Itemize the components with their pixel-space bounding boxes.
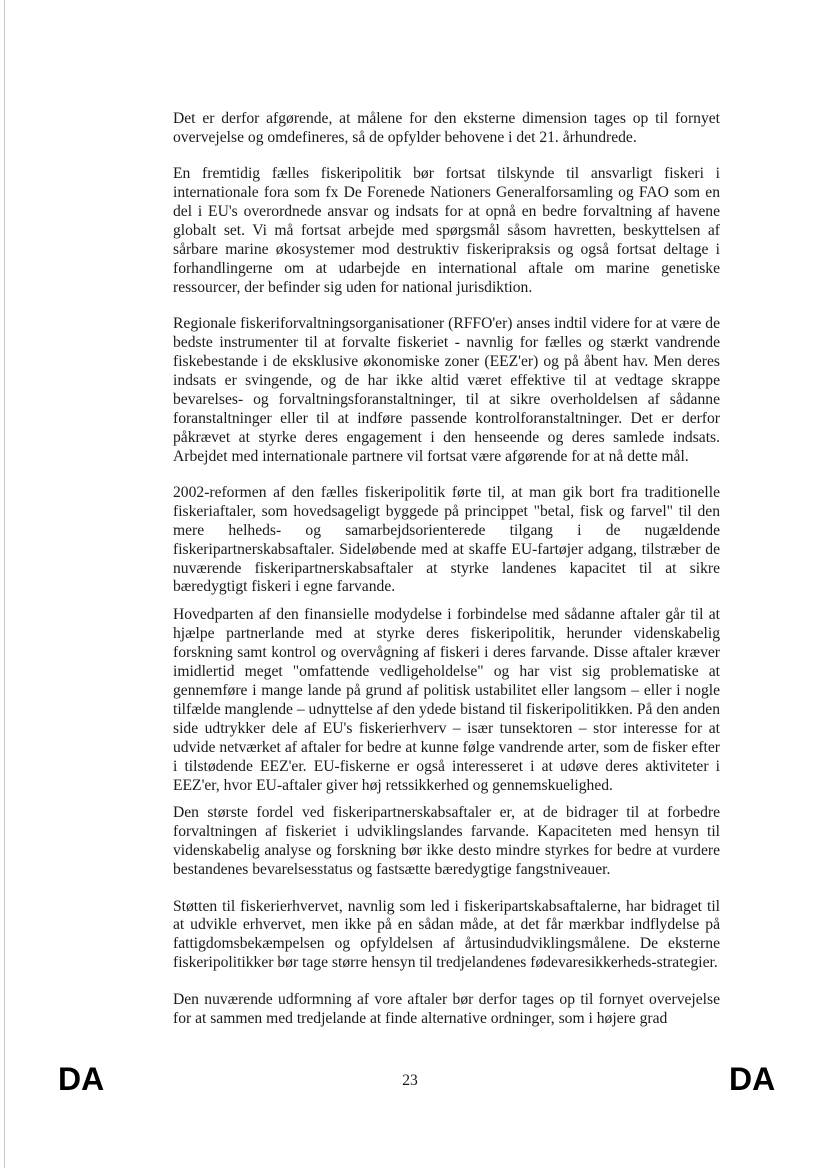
page-number: 23 (402, 1072, 418, 1089)
paragraph-4: 2002-reformen af den fælles fiskeripolitik førte til, at man gik bort fra traditionelle fiskeriaftaler, som hovedsageligt byggede på princippet "betal, fisk og farvel" til den mere helheds- og samarbejdsorienterede tilgang i de nugældende fiskeripartnerskabsaftaler. Sideløbende med at skaffe EU-fartøjer adgang, tilstræber de nuværende fiskeripartnerskabsaftaler at styrke landenes kapacitet til at sikre bæredygtigt fiskeri i egne farvande. (173, 483, 720, 596)
paragraph-7: Støtten til fiskerierhvervet, navnlig som led i fiskeripartskabsaftalerne, har bidraget til at udvikle erhvervet, men ikke på en sådan måde, at det får mærkbar indflydelse på fattigdomsbekæmpelsen og opfyldelsen af årtusindudviklingsmålene. De eksterne fiskeripolitikker bør tage større hensyn til tredjelandenes fødevaresikkerheds-strategier. (173, 897, 720, 972)
language-code-right: DA (729, 1061, 776, 1097)
paragraph-1: Det er derfor afgørende, at målene for den eksterne dimension tages op til fornyet overvejelse og omdefineres, så de opfylder behovene i det 21. århundrede. (173, 110, 720, 146)
paragraph-3: Regionale fiskeriforvaltningsorganisationer (RFFO'er) anses indtil videre for at være de bedste instrumenter til at forvalte fiskeriet - navnlig for fælles og stærkt vandrende fiskebestande i de eksklusive økonomiske zoner (EEZ'er) og på åbent hav. Men deres indsats er svingende, og de har ikke altid været effektive til at vedtage skrappe bevarelses- og forvaltningsforanstaltninger, til at sikre overholdelsen af sådanne foranstaltninger eller til at indføre passende kontrolforanstaltninger. Det er derfor påkrævet at styrke deres engagement i den henseende og deres samlede indsats. Arbejdet med internationale partnere vil fortsat være afgørende for at nå dette mål. (173, 315, 720, 465)
paragraph-5: Hovedparten af den finansielle modydelse i forbindelse med sådanne aftaler går til at hjælpe partnerlande med at styrke deres fiskeripolitik, herunder videnskabelig forskning samt kontrol og overvågning af fiskeri i deres farvande. Disse aftaler kræver imidlertid meget "omfattende vedligeholdelse" og har vist sig problematiske at gennemføre i mange lande på grund af politisk ustabilitet eller langsom – eller i nogle tilfælde manglende – udnyttelse af den ydede bistand til fiskeripolitikken. På den anden side udtrykker dele af EU's fiskerierhverv – især tunsektoren – stor interesse for at udvide netværket af aftaler for bedre at kunne følge vandrende arter, som de fisker efter i tilstødende EEZ'er. EU-fiskerne er også interesseret i at udøve deres aktiviteter i EEZ'er, hvor EU-aftaler giver høj retssikkerhed og gennemskuelighed. (173, 606, 720, 794)
paragraph-8: Den nuværende udformning af vore aftaler bør derfor tages op til fornyet overvejelse for at sammen med tredjelande at finde alternative ordninger, som i højere grad (173, 990, 720, 1027)
page-edge-line (4, 0, 5, 1168)
paragraph-6: Den største fordel ved fiskeripartnerskabsaftaler er, at de bidrager til at forbedre forvaltningen af fiskeriet i udviklingslandes farvande. Kapaciteten med hensyn til videnskabelig analyse og forskning bør ikke desto mindre styrkes for bedre at vurdere bestandenes bevarelsesstatus og fastsætte bæredygtige fangstniveauer. (173, 804, 720, 879)
language-code-left: DA (58, 1061, 105, 1097)
document-body (173, 110, 720, 1046)
paragraph-2: En fremtidig fælles fiskeripolitik bør fortsat tilskynde til ansvarligt fiskeri i internationale fora som fx De Forenede Nationers Generalforsamling og FAO som en del i EU's overordnede ansvar og indsats for at opnå en bedre forvaltning af havene globalt set. Vi må fortsat arbejde med spørgsmål såsom havretten, beskyttelsen af sårbare marine økosystemer mod destruktiv fiskeripraksis og også fortsat deltage i forhandlingerne om at udarbejde en international aftale om marine genetiske ressourcer, der befinder sig uden for national jurisdiktion. (173, 165, 720, 296)
